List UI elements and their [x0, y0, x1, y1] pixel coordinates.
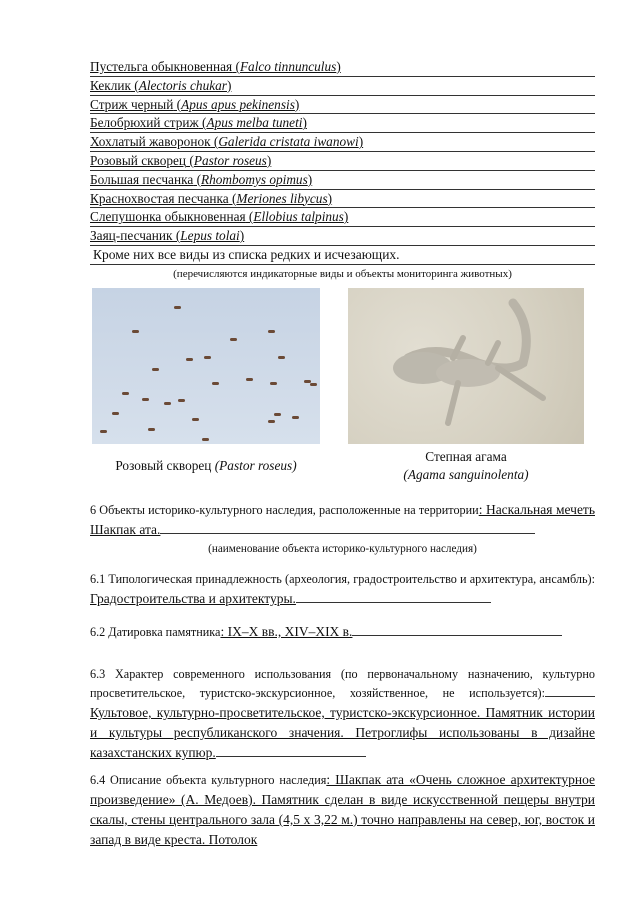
steppe-agama-caption	[348, 448, 584, 484]
section-6-3-value: Культовое, культурно-просветительское, туристско-экскурсионное. Памятник истории и культуры республиканского значения. Петроглифы использованы в дизайне казахстанских купюр.	[90, 705, 595, 760]
paren: (	[172, 228, 181, 244]
species-latin: Apus melba tuneti	[206, 115, 303, 131]
paren: (	[232, 59, 240, 74]
species-name: Розовый скворец	[90, 152, 187, 168]
paren: )	[307, 171, 313, 187]
species-list	[90, 58, 595, 281]
bird-shape	[212, 382, 219, 385]
species-name: Краснохвостая песчанка	[90, 190, 229, 206]
paren: )	[226, 77, 232, 93]
bird-shape	[192, 418, 199, 421]
fill-line	[216, 756, 366, 757]
lizard-illustration	[348, 288, 584, 444]
bird-shape	[310, 383, 317, 386]
paren: (	[193, 171, 202, 187]
caption-ru: Розовый скворец	[115, 458, 215, 473]
bird-shape	[186, 358, 193, 361]
species-latin: Pastor roseus	[193, 152, 267, 168]
section-6-1	[90, 570, 595, 609]
caption-latin: (Agama sanguinolenta)	[403, 467, 529, 482]
paren: (	[173, 96, 182, 112]
species-latin: Ellobius talpinus	[253, 209, 344, 225]
steppe-agama-photo	[348, 288, 584, 444]
bird-shape	[174, 306, 181, 309]
species-name: Белобрюхий стриж	[90, 115, 199, 131]
species-name: Заяц-песчаник	[90, 228, 173, 244]
section-6-3	[90, 665, 595, 763]
bird-shape	[164, 402, 171, 405]
bird-shape	[204, 356, 211, 359]
species-name: Большая песчанка	[90, 171, 194, 187]
species-latin: Galerida cristata iwanowi	[218, 134, 359, 150]
species-name: Хохлатый жаворонок	[90, 134, 211, 150]
species-latin: Lepus tolai	[180, 228, 240, 244]
bird-shape	[178, 399, 185, 402]
species-row	[90, 171, 595, 190]
bird-shape	[112, 412, 119, 415]
section-6-hint: (наименование объекта историко-культурного наследия)	[208, 543, 477, 555]
species-hint: (перечисляются индикаторные виды и объекты мониторинга животных)	[173, 267, 512, 280]
fill-line	[296, 602, 491, 603]
species-row	[90, 152, 595, 171]
section-6-4	[90, 770, 595, 850]
section-6-1-label: 6.1 Типологическая принадлежность (археология, градостроительство и архитектура, ансамбль):	[90, 572, 595, 586]
paren: )	[358, 134, 364, 150]
bird-shape	[274, 413, 281, 416]
species-row	[90, 227, 595, 246]
section-6-4-label: 6.4 Описание объекта культурного наследия	[90, 773, 327, 787]
bird-shape	[122, 392, 129, 395]
species-name: Кеклик	[90, 77, 131, 93]
species-latin: Falco tinnunculus	[239, 59, 337, 74]
bird-shape	[268, 420, 275, 423]
bird-shape	[202, 438, 209, 441]
section-6-2	[90, 622, 595, 642]
species-name: Стриж черный	[90, 96, 174, 112]
species-row	[90, 96, 595, 115]
paren: )	[336, 59, 341, 74]
paren: )	[343, 209, 349, 225]
paren: (	[210, 134, 219, 150]
species-row	[90, 133, 595, 152]
species-latin: Rhombomys opimus	[201, 171, 308, 187]
species-name: Слепушонка обыкновенная	[90, 209, 246, 225]
section-6-2-value: : IX–X вв., XIV–XIX в.	[220, 624, 353, 639]
species-latin: Apus apus pekinensis	[181, 96, 295, 112]
paren: )	[302, 115, 307, 131]
fill-line	[160, 533, 535, 534]
bird-shape	[148, 428, 155, 431]
bird-shape	[100, 430, 107, 433]
bird-shape	[270, 382, 277, 385]
bird-shape	[268, 330, 275, 333]
rosy-starling-caption	[92, 458, 320, 474]
section-6-4-value: : Шакпак ата «Очень сложное архитектурное произведение» (А. Медоев). Памятник сделан в виде искусственной пещеры внутри скалы, стены центрального зала (4,5 х 3,22 м.) точно направлены на север, юг, восток и запад в виде креста. Потолок	[90, 772, 596, 847]
paren: )	[266, 152, 272, 168]
species-row	[90, 58, 595, 77]
bird-shape	[278, 356, 285, 359]
paren: (	[186, 152, 194, 168]
species-row	[90, 77, 595, 96]
paren: )	[327, 190, 333, 206]
paren: )	[294, 96, 300, 112]
paren: (	[228, 190, 237, 206]
section-6-1-value: Градостроительства и архитектуры.	[90, 591, 296, 606]
fill-line	[352, 635, 562, 636]
bird-shape	[132, 330, 139, 333]
species-latin: Alectoris chukar	[138, 77, 227, 93]
bird-shape	[142, 398, 149, 401]
species-row	[90, 114, 595, 133]
section-6-2-label: 6.2 Датировка памятника	[90, 625, 221, 639]
bird-shape	[152, 368, 159, 371]
caption-ru: Степная агама	[425, 449, 507, 464]
bird-shape	[230, 338, 237, 341]
caption-latin: (Pastor roseus)	[214, 458, 297, 473]
bird-shape	[292, 416, 299, 419]
paren: (	[198, 115, 207, 131]
species-extra: Кроме них все виды из списка редких и исчезающих.	[90, 246, 595, 265]
section-6-value: : Наскальная мечеть Шакпак ата.	[90, 502, 595, 537]
bird-shape	[246, 378, 253, 381]
species-latin: Meriones libycus	[236, 190, 328, 206]
section-6-3-label: 6.3 Характер современного использования (по первоначальному назначению, культурно просветительское, туристско-экскурсионное, хозяйственное, не используется):	[90, 667, 595, 700]
photos-block	[92, 288, 592, 488]
species-name: Пустельга обыкновенная	[90, 59, 233, 74]
fill-line	[545, 696, 595, 697]
paren: (	[130, 77, 139, 93]
paren: )	[239, 228, 245, 244]
species-row	[90, 208, 595, 227]
species-row	[90, 190, 595, 209]
section-6-label: 6 Объекты историко-культурного наследия, расположенные на территории	[90, 503, 479, 517]
rosy-starling-photo	[92, 288, 320, 444]
paren: (	[245, 209, 254, 225]
section-6	[90, 500, 595, 559]
